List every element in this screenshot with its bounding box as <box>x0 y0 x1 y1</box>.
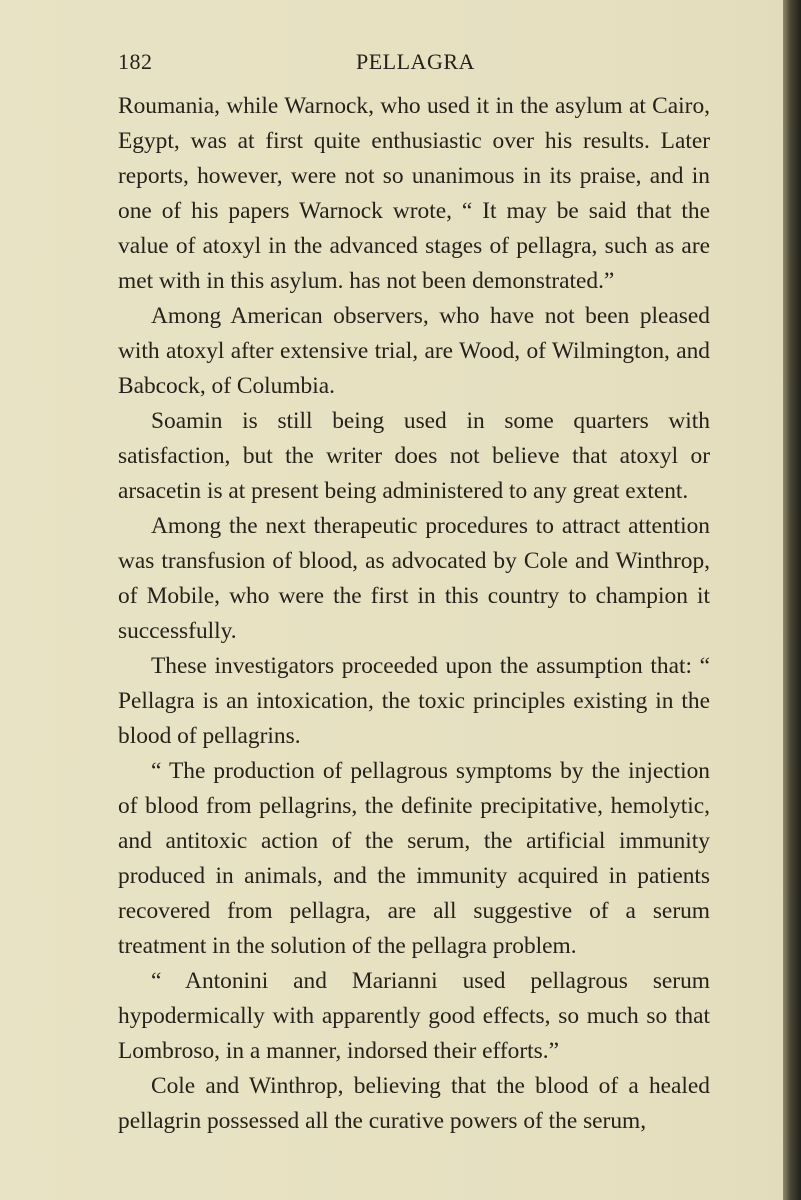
paragraph-transfusion: Among the next therapeutic procedures to attract attention was transfusion of blood, as advocated by Cole and Winthrop, of Mobile, who were the first in this country to champion it successfully. <box>118 513 710 644</box>
paragraph-serum-treatment: “ The production of pellagrous symptoms by the injection of blood from pellagrins, the definite precipitative, hemolytic, and antitoxic action of the serum, the artificial immunity produced in animals, and the immunity acquired in patients recovered from pellagra, are all suggestive of a serum treatment in the solution of the pellagra problem. <box>118 758 710 959</box>
page-number: 182 <box>118 49 153 74</box>
paragraph-antonini-marianni: “ Antonini and Marianni used pellagrous serum hypodermically with apparently good effects, so much so that Lombroso, in a manner, indorsed their efforts.” <box>118 968 710 1064</box>
paragraph-cole-winthrop: Cole and Winthrop, believing that the blood of a healed pellagrin possessed all the curative powers of the serum, <box>118 1073 710 1134</box>
paragraph-assumption: These investigators proceeded upon the assumption that: “ Pellagra is an intoxication, the toxic principles existing in the blood of pellagrins. <box>118 653 710 749</box>
running-title: PELLAGRA <box>356 49 475 74</box>
paragraph-atoxyl-warnock: Roumania, while Warnock, who used it in the asylum at Cairo, Egypt, was at first quite enthusiastic over his results. Later reports, however, were not so unanimous in its praise, and in one of his papers Warnock wrote, “ It may be said that the value of atoxyl in the advanced stages of pellagra, such as are met with in this asylum. has not been demonstrated.” <box>118 93 710 294</box>
running-header <box>118 49 708 77</box>
paragraph-american-observers: Among American observers, who have not been pleased with atoxyl after extensive trial, are Wood, of Wilmington, and Babcock, of Columbia. <box>118 303 710 399</box>
paragraph-soamin: Soamin is still being used in some quarters with satisfaction, but the writer does not believe that atoxyl or arsacetin is at present being administered to any great extent. <box>118 408 710 504</box>
body-text <box>118 89 710 1139</box>
page-edge-shadow <box>783 0 801 1200</box>
